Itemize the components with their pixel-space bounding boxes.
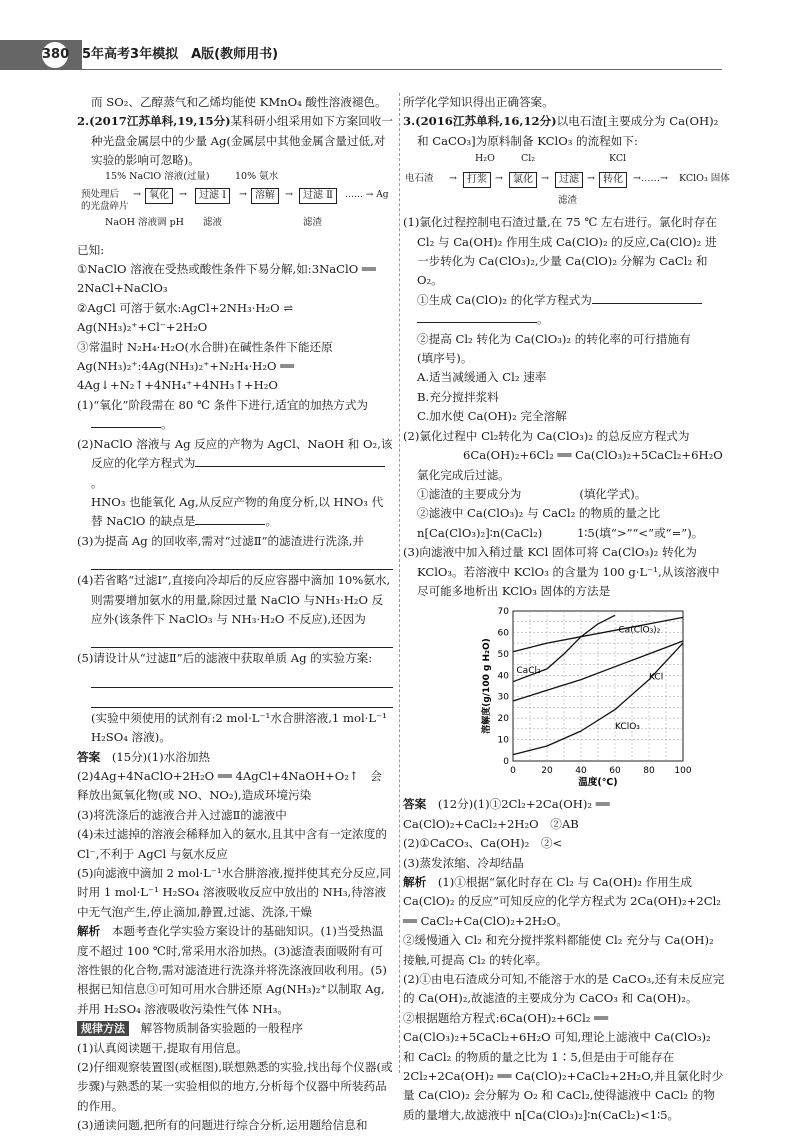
subquestion-4: (4)若省略“过滤Ⅰ”,直接向冷却后的反应容器中滴加 10%氨水,则需要增加氨水的用量,除因过量 NaClO 与NH₃·H₂O 反应外(该条件下 NaClO₃ 与 NH₃·H₂O 不反应),还因为 — [77, 573, 391, 626]
subquestion-1: (1)“氧化”阶段需在 80 ℃ 条件下进行,适宜的加热方式为。 — [77, 397, 369, 432]
answer-blank[interactable] — [592, 291, 702, 304]
left-column — [77, 93, 393, 1136]
x-tick-label: 40 — [575, 766, 587, 777]
solubility-chart-svg — [403, 605, 725, 795]
series-label: Ca(ClO₃)₂ — [618, 625, 661, 636]
arrow-icon: → — [285, 188, 293, 200]
known-3: ③常温时 N₂H₄·H₂O(水合肼)在碱性条件下能还原 Ag(NH₃)₂⁺:4Ag(NH₃)₂⁺+N₂H₄·H₂O ══ 4Ag↓+N₂↑+4NH₄⁺+4NH₃↑+H₂O — [77, 339, 333, 393]
analysis-section — [403, 873, 725, 931]
flow-box: 过滤 Ⅰ — [195, 188, 230, 204]
text-line: 已知: — [77, 242, 105, 257]
x-tick-label: 0 — [510, 766, 516, 777]
flow-label: 电石渣 — [405, 173, 434, 185]
arrow-icon: → — [495, 173, 503, 185]
column-divider — [399, 93, 400, 1073]
equation: 6Ca(OH)₂+6Cl₂ ══ Ca(ClO₃)₂+5CaCl₂+6H₂O — [463, 448, 723, 463]
answer-line[interactable] — [91, 629, 393, 648]
answer-text: (12分)(1)①2Cl₂+2Ca(OH)₂ ══ Ca(ClO)₂+CaCl₂+2H₂O ②AB — [403, 797, 610, 831]
flow-box: 过滤 Ⅱ — [299, 188, 337, 204]
arrow-icon: → — [541, 173, 549, 185]
question-text: (2)NaClO 溶液与 Ag 反应的产物为 AgCl、NaOH 和 O₂,该反应的化学方程式为 — [77, 436, 393, 471]
analysis-section — [77, 922, 393, 1019]
y-tick-label: 50 — [497, 650, 509, 661]
flow-box: 转化 — [599, 172, 627, 188]
flow-label: 滤渣 — [558, 195, 578, 207]
arrow-icon: → — [449, 173, 457, 185]
method-step: (3)通读问题,把所有的问题进行综合分析,运用题给信息和 — [77, 1118, 368, 1133]
subquestion-5-note: (实验中须使用的试剂有:2 mol·L⁻¹水合肼溶液,1 mol·L⁻¹ H₂SO₄ 溶液)。 — [91, 710, 387, 745]
answer-text: (15分)(1)水浴加热 — [111, 749, 211, 764]
known-1: ①NaClO 溶液在受热或酸性条件下易分解,如:3NaClO ══ 2NaCl+NaClO₃ — [77, 262, 376, 296]
flow-box: 氯化 — [509, 172, 537, 188]
answer-text: (4)未过滤掉的溶液会稀释加入的氨水,且其中含有一定浓度的 Cl⁻,不利于 AgCl 与氨水反应 — [77, 827, 387, 861]
option-a: A.适当减缓通入 Cl₂ 速率 — [417, 370, 547, 385]
arrow-icon: → — [179, 188, 187, 200]
analysis-label: 解析 — [77, 924, 101, 939]
y-tick-label: 0 — [503, 757, 509, 768]
method-section — [77, 1019, 393, 1038]
arrow-icon: → — [239, 188, 247, 200]
x-tick-label: 80 — [643, 766, 655, 777]
question-source: 2.(2017江苏单科,19,15分) — [77, 114, 231, 129]
flow-label: …… → Ag — [345, 189, 389, 200]
text-line: 而 SO₂、乙醇蒸气和乙烯均能使 KMnO₄ 酸性溶液褪色。 — [91, 95, 387, 109]
subquestion-2: (2)NaClO 溶液与 Ag 反应的产物为 AgCl、NaOH 和 O₂,该反应的化学方程式为。 HNO₃ 也能氧化 Ag,从反应产物的角度分析,以 HNO₃ 代替 NaClO 的缺点是 。 — [77, 436, 393, 529]
flow-label: NaOH 溶液调 pH — [105, 216, 184, 228]
x-tick-label: 60 — [609, 766, 621, 777]
header-rule — [82, 69, 722, 70]
analysis-text: ②缓慢通入 Cl₂ 和充分搅拌浆料都能使 Cl₂ 充分与 Ca(OH)₂ 接触,可提高 Cl₂ 的转化率。 — [403, 933, 714, 967]
flowchart-q3 — [403, 151, 730, 213]
analysis-text: (1)①根据“氯化时存在 Cl₂ 与 Ca(OH)₂ 作用生成 Ca(ClO)₂ 的反应”可知反应的化学方程式为 2Ca(OH)₂+2Cl₂ ══ CaCl₂+Ca(ClO)₂+2H₂O。 — [403, 874, 721, 928]
subquestion-1b: ②提高 Cl₂ 转化为 Ca(ClO₃)₂ 的转化率的可行措施有 (填序号)。 — [417, 331, 726, 366]
subquestion-3: (3)向滤液中加入稍过量 KCl 固体可将 Ca(ClO₃)₂ 转化为 KClO₃。若溶液中 KClO₃ 的含量为 100 g·L⁻¹,从该溶液中尽可能多地析出 KClO₃ 固体的方法是 — [403, 545, 720, 598]
answer-blank[interactable] — [91, 415, 161, 428]
subquestion-1a: ①生成 Ca(ClO)₂ 的化学方程式为 。 — [403, 291, 725, 330]
flowchart-q2 — [77, 171, 393, 241]
subquestion-3: (3)为提高 Ag 的回收率,需对“过滤Ⅱ”的滤渣进行洗涤,并 — [77, 533, 364, 548]
method-tag: 规律方法 — [77, 1021, 129, 1036]
flow-box: 溶解 — [251, 188, 279, 204]
answer-section — [77, 748, 393, 767]
x-axis-label: 温度(℃) — [578, 777, 618, 789]
flow-box: 打浆 — [463, 172, 491, 188]
y-tick-label: 20 — [497, 714, 509, 725]
series-label: KCl — [649, 672, 664, 683]
y-tick-label: 40 — [497, 671, 509, 682]
book-title: 5年高考3年模拟 A版(教师用书) — [82, 47, 279, 62]
y-tick-label: 30 — [497, 693, 509, 704]
flow-label: 15% NaClO 溶液(过量) — [105, 170, 210, 182]
question-text: 以电石渣[主要成分为 Ca(OH)₂ 和 CaCO₃]为原料制备 KClO₃ 的流程如下: — [417, 114, 719, 148]
y-tick-label: 60 — [497, 628, 509, 639]
question-text: HNO₃ 也能氧化 Ag,从反应产物的角度分析,以 HNO₃ 代替 NaClO 的缺点是 — [91, 494, 384, 529]
flow-label: 10% 氨水 — [235, 170, 279, 182]
answer-line[interactable] — [91, 669, 393, 688]
analysis-text: (2)①由电石渣成分可知,不能溶于水的是 CaCO₃,还有未反应完的 Ca(OH)₂,故滤渣的主要成分为 CaCO₃ 和 Ca(OH)₂。 — [403, 972, 725, 1006]
answer-text: (2)4Ag+4NaClO+2H₂O ══ 4AgCl+4NaOH+O₂↑ 会释放出氮氧化物(或 NO、NO₂),造成环境污染 — [77, 768, 382, 803]
answer-label: 答案 — [77, 749, 101, 764]
question-2 — [77, 112, 393, 170]
flow-label: 预处理后 — [81, 188, 120, 200]
flow-label: 滤液 — [203, 216, 223, 228]
answer-text: (5)向滤液中滴加 2 mol·L⁻¹水合肼溶液,搅拌使其充分反应,同时用 1 mol·L⁻¹ H₂SO₄ 溶液吸收反应中放出的 NH₃,待溶液中无气泡产生,停止滴加,静置,过滤、洗涤,干燥 — [77, 866, 392, 919]
right-column — [403, 93, 730, 1125]
page-header — [0, 40, 800, 80]
subquestion-5: (5)请设计从“过滤Ⅱ”后的滤液中获取单质 Ag 的实验方案: — [77, 651, 373, 666]
flow-label: KClO₃ 固体 — [679, 173, 730, 185]
method-step: (1)认真阅读题干,提取有用信息。 — [77, 1040, 248, 1055]
series-label: CaCl₂ — [516, 666, 541, 677]
answer-section — [403, 795, 725, 834]
question-text: ①生成 Ca(ClO)₂ 的化学方程式为 — [417, 292, 592, 307]
series-label: KClO₃ — [615, 722, 640, 733]
analysis-text: 本题考查化学实验方案设计的基础知识。(1)当受热温度不超过 100 ℃时,常采用水浴加热。(3)滤渣表面吸附有可溶性银的化合物,需对滤渣进行洗涤并将洗涤液回收利用。(5)根据已知信息③可知可用水合肼还原 Ag(NH₃)₂⁺以制取 Ag,并用 H₂SO₄ 溶液吸收污染性气体 NH₃。 — [77, 924, 387, 1016]
arrow-icon: → — [133, 188, 141, 200]
solubility-chart — [403, 605, 725, 795]
subquestion-2a: ①滤渣的主要成分为 (填化学式)。 — [417, 486, 647, 501]
flow-box: 过滤 — [555, 172, 583, 188]
answer-blank[interactable] — [417, 310, 537, 323]
known-2: ②AgCl 可溶于氨水:AgCl+2NH₃·H₂O ⇌ Ag(NH₃)₂⁺+Cl⁻+2H₂O — [77, 300, 294, 335]
flow-label: 滤渣 — [303, 216, 323, 228]
y-tick-label: 10 — [497, 735, 509, 746]
option-b: B.充分搅拌浆料 — [417, 389, 499, 404]
method-title: 解答物质制备实验题的一般程序 — [140, 1021, 303, 1036]
question-source: 3.(2016江苏单科,16,12分) — [403, 114, 557, 129]
arrow-icon: → — [587, 173, 595, 185]
answer-text: (2)①CaCO₃、Ca(OH)₂ ②< — [403, 836, 563, 851]
answer-line[interactable] — [91, 551, 393, 570]
analysis-label: 解析 — [403, 874, 427, 889]
question-3 — [403, 112, 725, 151]
flow-label: 的光盘碎片 — [81, 200, 129, 212]
analysis-text: ②根据题给方程式:6Ca(OH)₂+6Cl₂ ══ Ca(ClO₃)₂+5CaCl₂+6H₂O 可知,理论上滤液中 Ca(ClO₃)₂ 和 CaCl₂ 的物质的量之比为 1∶5,但是由于可能存在 2Cl₂+2Ca(OH)₂ ══ Ca(ClO)₂+CaCl₂+2H₂O,并且氯化时少量 Ca(ClO)₂ 会分解为 O₂ 和 CaCl₂,使得滤液中 CaCl₂ 的物质的量增大,故滤液中 n[Ca(ClO₃)₂]∶n(CaCl₂)<1∶5。 — [403, 1010, 724, 1122]
question-text: 某科研小组采用如下方案回收一种光盘金属层中的少量 Ag(金属层中其他金属含量过低,对实验的影响可忽略)。 — [91, 114, 393, 168]
y-tick-label: 70 — [497, 607, 509, 618]
x-tick-label: 20 — [541, 766, 553, 777]
answer-blank[interactable] — [195, 454, 385, 467]
flow-label: KCl — [609, 153, 627, 165]
flow-label: Cl₂ — [521, 153, 536, 165]
flow-box: 氧化 — [145, 188, 173, 204]
subquestion-2b: ②滤液中 Ca(ClO₃)₂ 与 CaCl₂ 的物质的量之比 n[Ca(ClO₃)₂]∶n(CaCl₂) 1∶5(填“>”“<”或“=”)。 — [417, 506, 704, 540]
answer-blank[interactable] — [195, 512, 265, 525]
answer-text: (3)蒸发浓缩、冷却结晶 — [403, 855, 524, 870]
subquestion-2: (2)氯化过程中 Cl₂转化为 Ca(ClO₃)₂ 的总反应方程式为 — [403, 428, 690, 443]
page-number: 380 — [40, 40, 70, 70]
question-text: (1)“氧化”阶段需在 80 ℃ 条件下进行,适宜的加热方式为 — [77, 397, 369, 412]
answer-label: 答案 — [403, 797, 427, 812]
x-tick-label: 100 — [674, 766, 692, 777]
method-step: (2)仔细观察装置图(或框图),联想熟悉的实验,找出每个仪器(或步骤)与熟悉的某一实验相似的地方,分析每个仪器中所装药品的作用。 — [77, 1060, 393, 1113]
answer-line[interactable] — [91, 689, 393, 708]
text-line: 氯化完成后过滤。 — [417, 467, 510, 482]
text-line: 所学化学知识得出正确答案。 — [403, 95, 554, 109]
option-c: C.加水使 Ca(OH)₂ 完全溶解 — [417, 409, 567, 424]
arrow-icon: →……→ — [633, 173, 668, 185]
answer-text: (3)将洗涤后的滤液合并入过滤Ⅱ的滤液中 — [77, 807, 287, 822]
subquestion-1: (1)氯化过程控制电石渣过量,在 75 ℃ 左右进行。氯化时存在 Cl₂ 与 Ca(OH)₂ 作用生成 Ca(ClO)₂ 的反应,Ca(ClO)₂ 进一步转化为 Ca(ClO₃)₂,少量 Ca(ClO)₂ 分解为 CaCl₂ 和 O₂。 — [403, 215, 717, 288]
y-axis-label: 溶解度(g/100 g H₂O) — [482, 638, 492, 735]
flow-label: H₂O — [475, 153, 495, 165]
